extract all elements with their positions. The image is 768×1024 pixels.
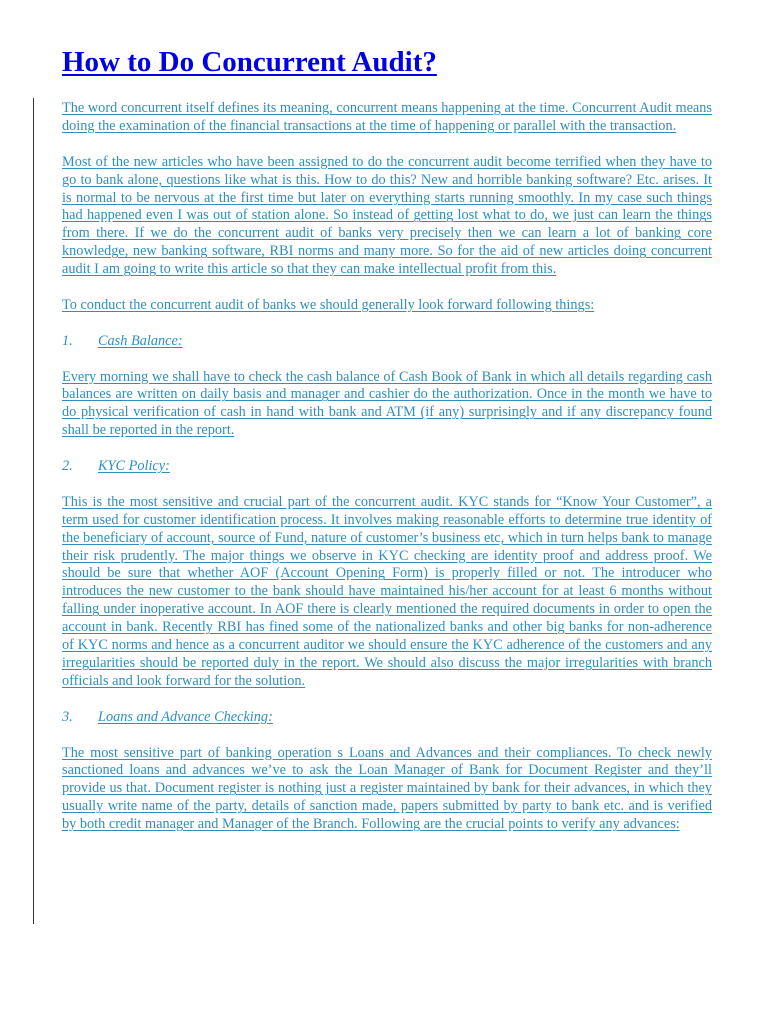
section-heading-loans-advances <box>62 709 712 727</box>
section-title: KYC Policy: <box>98 458 170 475</box>
article-body <box>62 100 712 852</box>
section-number: 2. <box>62 458 73 475</box>
section-text-loans-advances: The most sensitive part of banking operation s Loans and Advances and their compliances. To check newly sanctioned loans and advances we’ve to ask the Loan Manager of Bank for Document Register and they’ll provide us that. Document register is nothing just a register maintained by bank for their advances, in which they usually write name of the party, details of sanction made, papers submitted by party to bank etc. and is verified by both credit manager and Manager of the Branch. Following are the crucial points to verify any advances: <box>62 744 712 833</box>
paragraph-overview: To conduct the concurrent audit of banks we should generally look forward following things: <box>62 296 595 313</box>
section-number: 1. <box>62 332 73 349</box>
section-number: 3. <box>62 708 73 725</box>
section-title: Cash Balance: <box>98 332 183 349</box>
page-title: How to Do Concurrent Audit? <box>62 46 437 78</box>
intro-paragraph: The word concurrent itself defines its meaning, concurrent means happening at the time. Concurrent Audit means doing the examination of the financial transactions at the time of happening or parallel with the transaction. <box>62 100 712 134</box>
section-text-kyc-policy: This is the most sensitive and crucial part of the concurrent audit. KYC stands for “Know Your Customer”, a term used for customer identification process. It involves making reasonable efforts to determine true identity of the beneficiary of account, source of Fund, nature of customer’s business etc, which in turn helps bank to manage their risk prudently. The major things we observe in KYC checking are identity proof and address proof. We should be sure that whether AOF (Account Opening Form) is properly filled or not. The introducer who introduces the new customer to the bank should have maintained his/her account for at least 6 months without falling under inoperative account. In AOF there is clearly mentioned the required documents in order to open the account in bank. Recently RBI has fined some of the nationalized banks and other big banks for non-adherence of KYC norms and hence as a concurrent auditor we should ensure the KYC adherence of the customers and any irregularities should be reported duly in the report. We should also discuss the major irregularities with branch officials and look forward for the solution. <box>62 493 712 689</box>
section-text-cash-balance: Every morning we shall have to check the cash balance of Cash Book of Bank in which all details regarding cash balances are written on daily basis and manager and cashier do the authorization. Once in the month we have to do physical verification of cash in hand with bank and ATM (if any) surprisingly and if any discrepancy found shall be reported in the report. <box>62 368 712 439</box>
paragraph-new-articles: Most of the new articles who have been assigned to do the concurrent audit become terrified when they have to go to bank alone, questions like what is this. How to do this? New and horrible banking software? Etc. arises. It is normal to be nervous at the first time but later on everything starts running smoothly. In my case such things had happened even I was out of station alone. So instead of getting lost what to do, we just can learn the things from there. If we do the concurrent audit of banks very precisely then we can learn a lot of banking core knowledge, new banking software, RBI norms and many more. So for the aid of new articles doing concurrent audit I am going to write this article so that they can make intellectual profit from this. <box>62 153 712 278</box>
margin-rule <box>33 98 34 924</box>
section-title: Loans and Advance Checking: <box>98 708 273 725</box>
section-heading-cash-balance <box>62 333 712 351</box>
section-heading-kyc-policy <box>62 458 712 476</box>
